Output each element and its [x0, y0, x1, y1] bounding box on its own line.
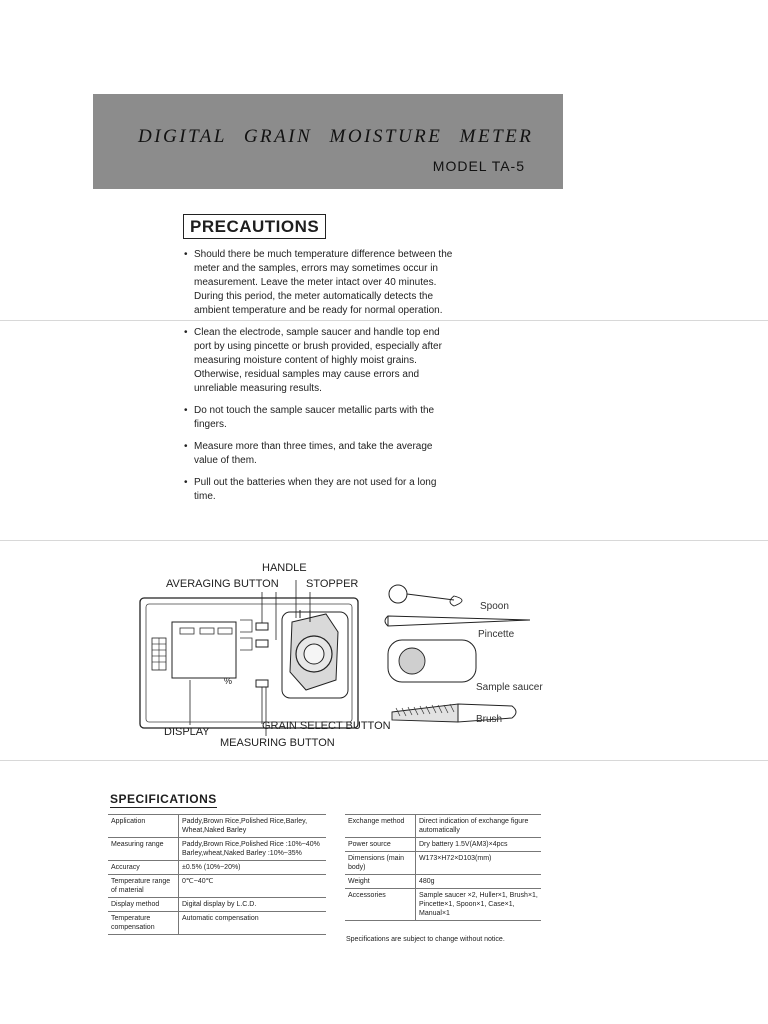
label-spoon: Spoon — [480, 601, 509, 612]
spec-value: Paddy,Brown Rice,Polished Rice :10%~40% Barley,wheat,Naked Barley :10%~35% — [179, 838, 327, 861]
model-number: MODEL TA-5 — [432, 158, 525, 174]
spec-value: Digital display by L.C.D. — [179, 898, 327, 912]
table-row — [108, 898, 326, 912]
table-row — [345, 838, 541, 852]
table-row — [108, 912, 326, 935]
spec-value: ±0.5% (10%~20%) — [179, 861, 327, 875]
meter-diagram — [0, 540, 768, 760]
scan-line — [0, 760, 768, 761]
precaution-item: • Measure more than three times, and take the average value of them. — [184, 440, 456, 468]
label-grain-select-button: GRAIN SELECT BUTTON — [262, 720, 391, 732]
spec-key: Application — [108, 815, 179, 838]
label-percent: % — [224, 676, 233, 686]
label-brush: Brush — [476, 714, 503, 725]
precautions-list — [184, 248, 456, 512]
spec-value: 0℃~40℃ — [179, 875, 327, 898]
label-sample-saucer: Sample saucer — [476, 682, 543, 693]
spec-value: 480g — [416, 875, 542, 889]
label-handle: HANDLE — [262, 562, 307, 574]
spec-table-right — [345, 814, 541, 921]
precautions-heading: PRECAUTIONS — [183, 214, 326, 239]
spec-value: Paddy,Brown Rice,Polished Rice,Barley, Wheat,Naked Barley — [179, 815, 327, 838]
scan-line — [0, 320, 768, 321]
spec-value: Dry battery 1.5V(AM3)×4pcs — [416, 838, 542, 852]
spec-key: Measuring range — [108, 838, 179, 861]
spec-key: Power source — [345, 838, 416, 852]
specifications-heading: SPECIFICATIONS — [110, 792, 217, 806]
header-banner — [93, 94, 563, 189]
table-row — [345, 852, 541, 875]
table-row — [108, 838, 326, 861]
spec-key: Temperature compensation — [108, 912, 179, 935]
spec-value: W173×H72×D103(mm) — [416, 852, 542, 875]
spec-key: Display method — [108, 898, 179, 912]
spec-footnote: Specifications are subject to change without notice. — [346, 936, 505, 943]
label-measuring-button: MEASURING BUTTON — [220, 737, 335, 749]
label-stopper: STOPPER — [306, 578, 359, 590]
label-display: DISPLAY — [164, 726, 210, 738]
table-row — [108, 861, 326, 875]
precaution-item: • Do not touch the sample saucer metallic parts with the fingers. — [184, 404, 456, 432]
label-pincette: Pincette — [478, 629, 515, 640]
spec-table-left — [108, 814, 326, 935]
spec-key: Temperature range of material — [108, 875, 179, 898]
table-row — [345, 815, 541, 838]
spec-value: Automatic compensation — [179, 912, 327, 935]
spec-key: Weight — [345, 875, 416, 889]
table-row — [108, 875, 326, 898]
precaution-item: • Clean the electrode, sample saucer and handle top end port by using pincette or brush provided, especially after measuring moisture content of highly moist grains. Otherwise, residual samples may cause errors and unreliable measuring results. — [184, 326, 456, 396]
spec-key: Accessories — [345, 889, 416, 921]
spec-key: Accuracy — [108, 861, 179, 875]
spec-value: Direct indication of exchange figure automatically — [416, 815, 542, 838]
precaution-item: • Should there be much temperature difference between the meter and the samples, errors may sometimes occur in measurement. Leave the meter intact over 40 minutes. During this period, the meter automatically detects the ambient temperature and be ready for normal operation. — [184, 248, 456, 318]
spec-key: Exchange method — [345, 815, 416, 838]
label-averaging-button: AVERAGING BUTTON — [166, 578, 279, 590]
spec-key: Dimensions (main body) — [345, 852, 416, 875]
precaution-item: • Pull out the batteries when they are not used for a long time. — [184, 476, 456, 504]
document-title: DIGITAL GRAIN MOISTURE METER — [138, 126, 534, 147]
table-row — [108, 815, 326, 838]
spec-value: Sample saucer ×2, Huller×1, Brush×1, Pincette×1, Spoon×1, Case×1, Manual×1 — [416, 889, 542, 921]
table-row — [345, 889, 541, 921]
table-row — [345, 875, 541, 889]
